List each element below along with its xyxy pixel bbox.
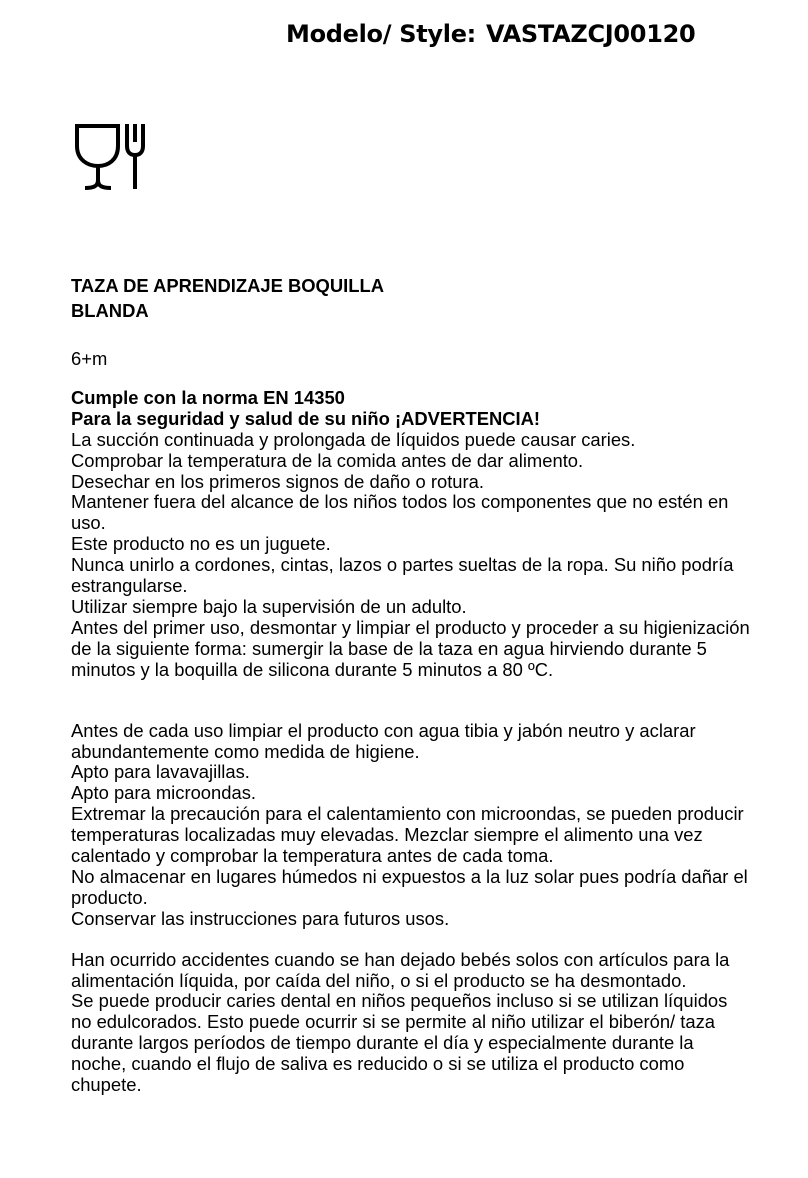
warning-line: Utilizar siempre bajo la supervisión de un adulto.	[71, 595, 467, 617]
accident-line: Se puede producir caries dental en niños pequeños incluso si se utilizan líquidos no edulcorados. Esto puede ocurrir si se permite al niño utilizar el biberón/ taza durante largos períodos de tiempo durante el día y especialmente durante la noche, cuando el flujo de saliva es reducido o si se utiliza el producto como chupete.	[71, 990, 728, 1096]
warning-line: Este producto no es un juguete.	[71, 533, 331, 555]
warning-line: Antes del primer uso, desmontar y limpiar el producto y proceder a su higienización de la siguiente forma: sumergir la base de la taza en agua hirviendo durante 5 minutos y la boquilla de silicona durante 5 minutos a 80 ºC.	[71, 616, 750, 680]
warning-line: La succión continuada y prolongada de líquidos puede causar caries.	[71, 428, 636, 450]
care-line: No almacenar en lugares húmedos ni expuestos a la luz solar pues podría dañar el producto.	[71, 865, 748, 908]
warning-line: Nunca unirlo a cordones, cintas, lazos o partes sueltas de la ropa. Su niño podría estrangularse.	[71, 554, 734, 597]
model-style-line	[286, 18, 695, 50]
product-title-line-1: TAZA DE APRENDIZAJE BOQUILLA	[71, 275, 384, 296]
style-label: Modelo/ Style:	[286, 20, 476, 48]
accident-line: Han ocurrido accidentes cuando se han dejado bebés solos con artículos para la alimentación líquida, por caída del niño, o si el producto se ha desmontado.	[71, 948, 730, 991]
care-line: Apto para microondas.	[71, 782, 257, 804]
warning-line: Comprobar la temperatura de la comida antes de dar alimento.	[71, 449, 584, 471]
glass-fork-icon	[74, 120, 148, 192]
product-title-line-2: BLANDA	[71, 300, 149, 321]
warning-heading: Para la seguridad y salud de su niño ¡ADVERTENCIA!	[71, 407, 541, 429]
warning-line: Desechar en los primeros signos de daño o rotura.	[71, 470, 484, 492]
style-code: VASTAZCJ00120	[485, 20, 696, 48]
norm-compliance: Cumple con la norma EN 14350	[71, 386, 345, 408]
care-line: Antes de cada uso limpiar el producto con agua tibia y jabón neutro y aclarar abundantemente como medida de higiene.	[71, 719, 696, 762]
age-label: 6+m	[71, 348, 108, 369]
care-line: Apto para lavavajillas.	[71, 761, 250, 783]
instructions-text	[71, 273, 751, 1096]
care-line: Conservar las instrucciones para futuros usos.	[71, 907, 450, 929]
care-line: Extremar la precaución para el calentamiento con microondas, se pueden producir temperaturas localizadas muy elevadas. Mezclar siempre el alimento una vez calentado y comprobar la temperatura antes de cada toma.	[71, 803, 744, 867]
warning-line: Mantener fuera del alcance de los niños todos los componentes que no estén en uso.	[71, 491, 729, 534]
